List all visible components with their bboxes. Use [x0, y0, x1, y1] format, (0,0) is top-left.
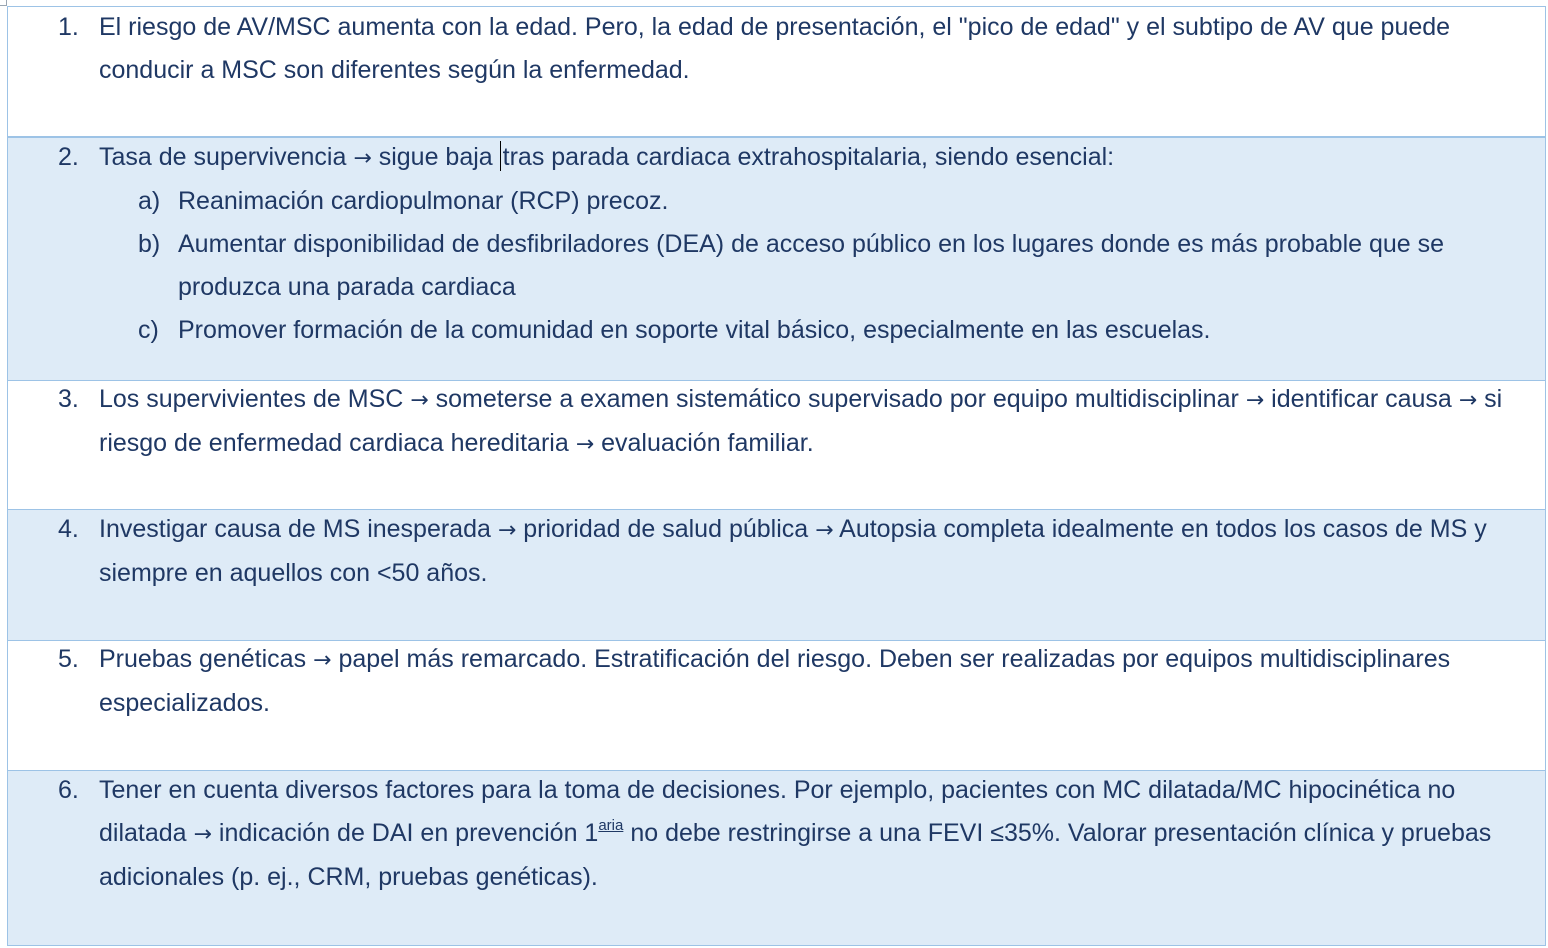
text-segment: identificar causa	[1271, 384, 1452, 413]
list-item-text[interactable]: El riesgo de AV/MSC aumenta con la edad. Pero, la edad de presentación, el "pico de edad" y el subtipo de AV que puede conducir a MSC son diferentes según la enfermedad.	[99, 13, 1451, 84]
right-arrow-icon: →	[410, 387, 429, 413]
list-item-text[interactable]	[99, 638, 1535, 725]
text-segment: sigue baja	[378, 142, 493, 171]
superscript-ordinal: aria	[598, 817, 624, 835]
sub-item-a	[8, 180, 1535, 223]
right-arrow-icon: →	[1458, 387, 1478, 413]
text-segment: evaluación familiar.	[601, 428, 814, 457]
table-row-3	[8, 381, 1545, 511]
summary-table	[7, 6, 1546, 946]
sub-item-b	[8, 223, 1535, 309]
right-arrow-icon: →	[193, 822, 212, 848]
right-arrow-icon: →	[497, 518, 517, 544]
text-segment: Tener en cuenta diversos factores para la toma de decisiones. Por ejemplo, pacientes con MC dilatada/MC hipocinética no dilatada	[99, 776, 1456, 848]
list-item-text[interactable]	[99, 508, 1535, 595]
text-segment: Los supervivientes de MSC	[99, 384, 404, 413]
list-item-3	[8, 378, 1535, 466]
list-item-5	[8, 638, 1535, 725]
table-row-2	[8, 138, 1545, 381]
sub-item-text[interactable]: Promover formación de la comunidad en soporte vital básico, especialmente en las escuelas.	[178, 315, 1211, 344]
text-segment: Tasa de supervivencia	[99, 142, 347, 171]
table-move-handle[interactable]	[0, 0, 7, 6]
list-item-1	[8, 6, 1535, 92]
text-segment: tras parada cardiaca extrahospitalaria, siendo esencial:	[502, 142, 1115, 171]
text-segment: papel más remarcado. Estratificación del riesgo. Deben ser realizadas por equipos multidisciplinares especializados.	[99, 645, 1451, 718]
list-item-text[interactable]	[99, 378, 1535, 466]
list-number: 3.	[58, 384, 79, 413]
text-segment: no debe restringirse a una FEVI ≤35%. Valorar presentación clínica y pruebas adicionales (p. ej., CRM, pruebas genéticas).	[99, 819, 1492, 892]
list-item-6	[8, 769, 1535, 899]
text-segment: Investigar causa de MS inesperada	[99, 515, 491, 544]
sub-letter: c)	[138, 315, 159, 344]
table-row-1	[8, 7, 1545, 138]
list-item-text[interactable]	[99, 136, 1535, 180]
list-item-4	[8, 508, 1535, 595]
list-number: 4.	[58, 515, 79, 544]
text-segment: Autopsia completa idealmente en todos los casos de MS y siempre en aquellos con <50 años.	[99, 515, 1487, 588]
table-row-6	[8, 771, 1545, 945]
text-segment: prioridad de salud pública	[523, 515, 809, 544]
right-arrow-icon: →	[1245, 387, 1265, 413]
sub-item-c	[8, 309, 1535, 352]
right-arrow-icon: →	[313, 648, 332, 674]
right-arrow-icon: →	[575, 431, 595, 457]
right-arrow-icon: →	[353, 145, 372, 171]
text-segment: someterse a examen sistemático supervisado por equipo multidisciplinar	[435, 384, 1239, 413]
sub-item-text[interactable]: Reanimación cardiopulmonar (RCP) precoz.	[178, 186, 669, 215]
right-arrow-icon: →	[815, 518, 834, 544]
list-number: 1.	[58, 13, 79, 41]
list-number: 6.	[58, 776, 79, 805]
sub-letter: b)	[138, 229, 161, 258]
sub-letter: a)	[138, 186, 161, 215]
text-segment: indicación de DAI en prevención 1	[218, 819, 599, 848]
text-segment: si riesgo de enfermedad cardiaca hereditaria	[99, 384, 1503, 457]
list-number: 5.	[58, 645, 79, 674]
table-row-4	[8, 510, 1545, 641]
list-item-text[interactable]	[99, 769, 1535, 899]
text-cursor	[500, 141, 501, 171]
text-segment: Pruebas genéticas	[99, 645, 307, 674]
sub-item-text[interactable]: Aumentar disponibilidad de desfibriladores (DEA) de acceso público en los lugares donde es más probable que se produzca una parada cardiaca	[178, 229, 1445, 301]
table-row-5	[8, 641, 1545, 771]
list-number: 2.	[58, 142, 79, 171]
list-item-2	[8, 136, 1535, 352]
